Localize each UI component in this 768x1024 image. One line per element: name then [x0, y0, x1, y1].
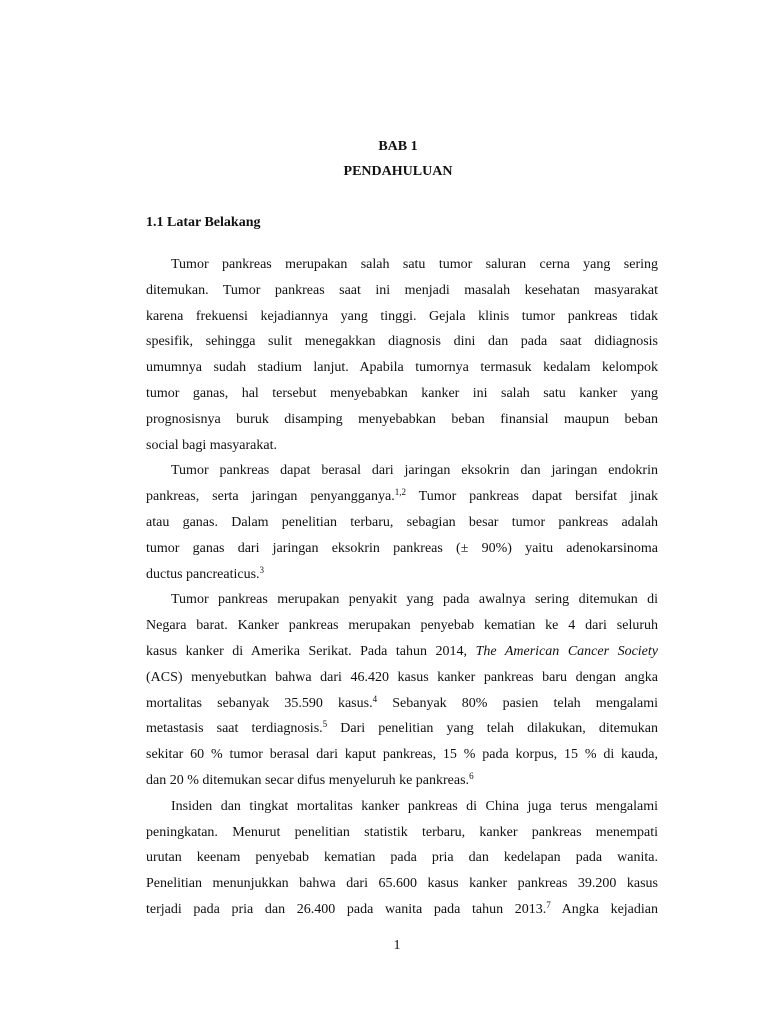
text-line: prognosisnya buruk disamping menyebabkan beban finansial maupun beban — [146, 411, 658, 427]
paragraph — [146, 794, 658, 923]
text-line: (ACS) menyebutkan bahwa dari 46.420 kasus kanker pankreas baru dengan angka — [146, 669, 658, 685]
text-line: social bagi masyarakat. — [146, 437, 278, 453]
text-run: ductus pancreaticus. — [146, 566, 260, 582]
text-run: Sebanyak 80% pasien telah mengalami — [377, 695, 659, 711]
section-heading: 1.1 Latar Belakang — [146, 215, 261, 230]
text-run: Tumor pankreas dapat bersifat jinak — [405, 489, 659, 505]
text-line: Tumor pankreas merupakan salah satu tumor saluran cerna yang sering — [171, 257, 658, 272]
text-line: urutan keenam penyebab kematian pada pria dan kedelapan pada wanita. — [146, 850, 658, 866]
paragraph — [146, 587, 658, 793]
text-line — [146, 691, 658, 717]
text-line — [146, 639, 658, 665]
text-run: dan 20 % ditemukan secar difus menyeluruh ke pankreas. — [146, 772, 470, 788]
text-line: atau ganas. Dalam penelitian terbaru, sebagian besar tumor pankreas adalah — [146, 514, 658, 530]
text-run: terjadi pada pria dan 26.400 pada wanita pada tahun 2013. — [146, 901, 547, 917]
text-line — [146, 768, 658, 794]
paragraph — [146, 252, 658, 458]
page-number: 1 — [393, 938, 401, 953]
text-line: Penelitian menunjukkan bahwa dari 65.600 kasus kanker pankreas 39.200 kasus — [146, 876, 658, 892]
chapter-title: PENDAHULUAN — [343, 164, 453, 179]
text-line: Tumor pankreas merupakan penyakit yang pada awalnya sering ditemukan di — [171, 592, 658, 608]
text-line: Insiden dan tingkat mortalitas kanker pankreas di China juga terus mengalami — [171, 798, 658, 814]
text-line: tumor ganas, hal tersebut menyebabkan kanker ini salah satu kanker yang — [146, 385, 658, 401]
text-run: mortalitas sebanyak 35.590 kasus. — [146, 695, 373, 711]
text-line: spesifik, sehingga sulit menegakkan diagnosis dini dan pada saat didiagnosis — [146, 334, 658, 350]
text-line — [146, 562, 658, 588]
text-line: Tumor pankreas dapat berasal dari jaringan eksokrin dan jaringan endokrin — [171, 463, 658, 479]
citation-superscript: 3 — [259, 564, 265, 575]
text-run: Angka kejadian — [550, 901, 658, 917]
text-run: Dari penelitian yang telah dilakukan, ditemukan — [327, 721, 658, 737]
citation-superscript: 4 — [372, 693, 378, 704]
text-line — [146, 716, 658, 742]
text-line — [146, 484, 658, 510]
text-run: kasus kanker di Amerika Serikat. Pada tahun 2014, — [146, 643, 476, 659]
citation-superscript: 6 — [469, 770, 474, 781]
citation-superscript: 7 — [546, 899, 551, 910]
text-line: ditemukan. Tumor pankreas saat ini menjadi masalah kesehatan masyarakat — [146, 282, 658, 298]
italic-organization-name: The American Cancer Society — [475, 643, 658, 659]
text-line: peningkatan. Menurut penelitian statistik terbaru, kanker pankreas menempati — [146, 824, 658, 840]
text-run: pankreas, serta jaringan penyangganya. — [146, 489, 395, 505]
text-line: sekitar 60 % tumor berasal dari kaput pankreas, 15 % pada korpus, 15 % di kauda, — [146, 747, 658, 763]
text-line: karena frekuensi kejadiannya yang tinggi. Gejala klinis tumor pankreas tidak — [146, 308, 658, 324]
citation-superscript: 5 — [322, 719, 328, 730]
text-line: Negara barat. Kanker pankreas merupakan penyebab kematian ke 4 dari seluruh — [146, 618, 658, 634]
paragraph — [146, 458, 658, 587]
body-text — [146, 252, 658, 923]
citation-superscript: 1,2 — [394, 487, 406, 498]
text-line: umumnya sudah stadium lanjut. Apabila tumornya termasuk kedalam kelompok — [146, 360, 658, 376]
text-line: tumor ganas dari jaringan eksokrin pankreas (± 90%) yaitu adenokarsinoma — [146, 540, 658, 556]
text-line — [146, 897, 658, 923]
text-run: metastasis saat terdiagnosis. — [146, 721, 323, 737]
chapter-number: BAB 1 — [378, 139, 418, 154]
